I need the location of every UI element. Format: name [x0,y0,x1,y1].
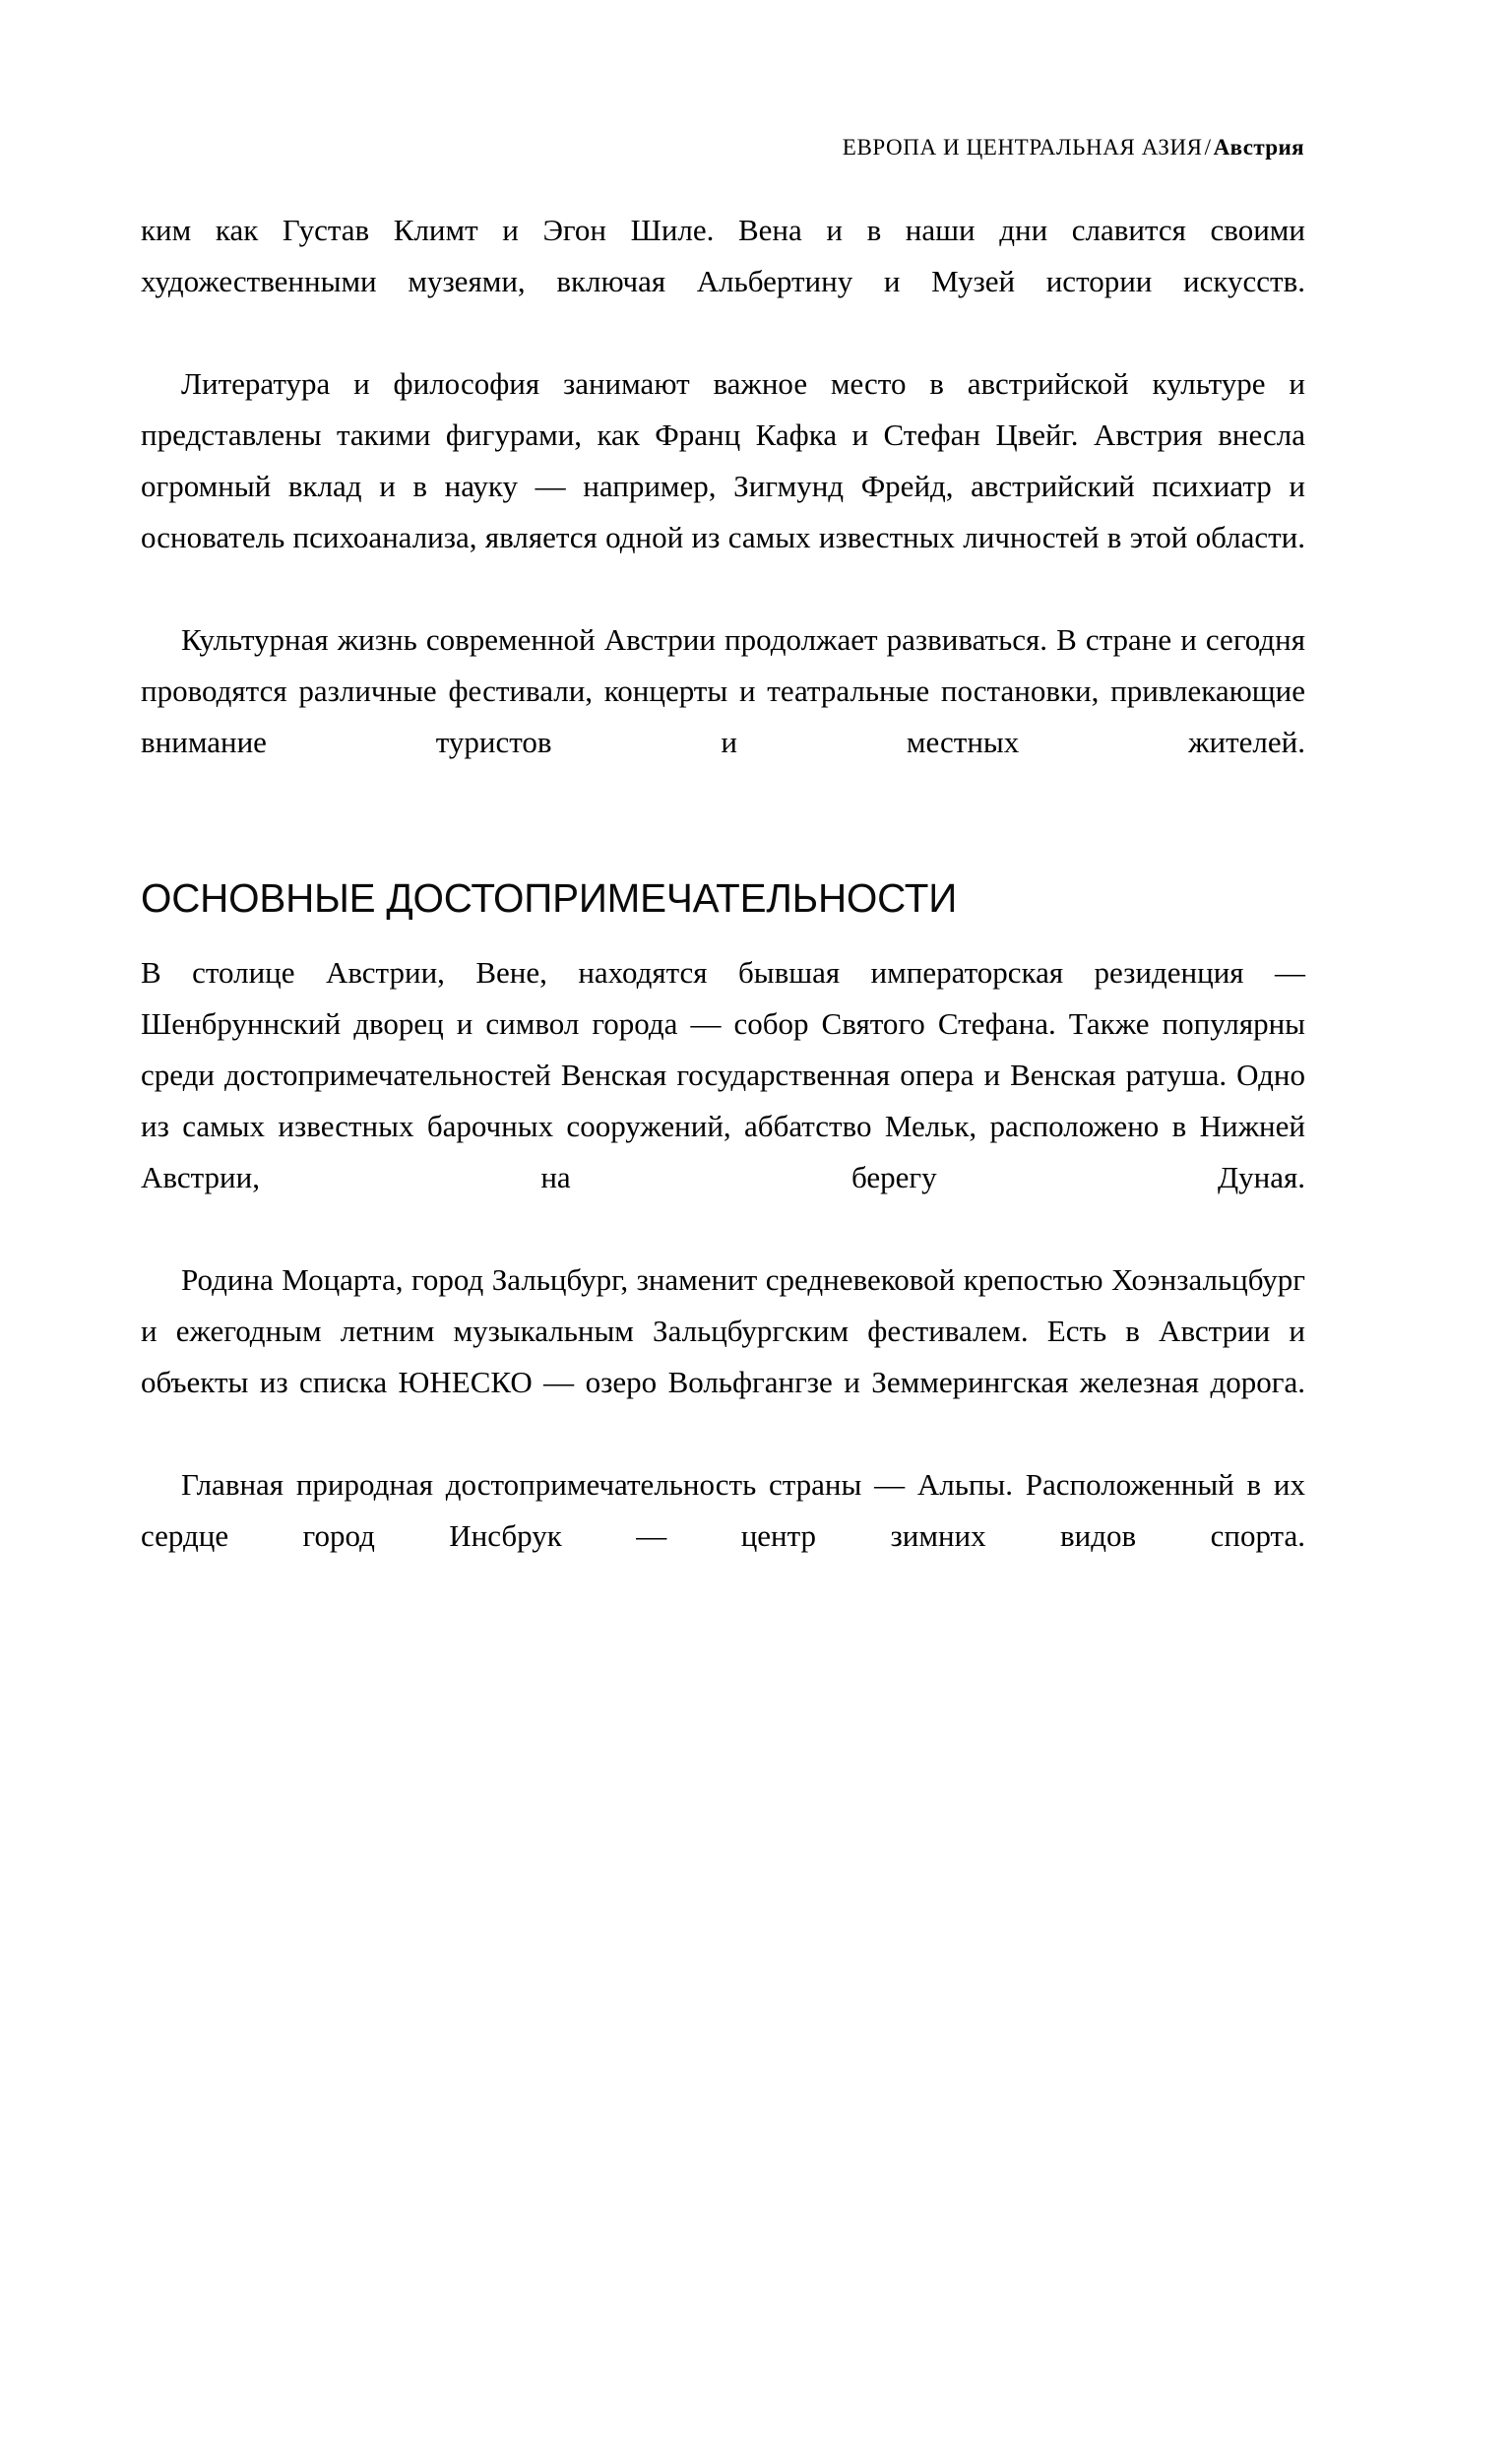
running-head-section: ЕВРОПА И ЦЕНТРАЛЬНАЯ АЗИЯ [842,135,1203,160]
section-heading-block [141,874,1305,922]
running-head-country: Австрия [1213,135,1304,160]
running-head-separator: / [1204,135,1212,160]
paragraph-literature-philosophy: Литература и философия занимают важное место в австрийской культуре и представлены такими фигурами, как Франц Кафка и Стефан Цвейг. Австрия внесла огромный вклад и в науку — например, Зигмунд Фрейд, австрийский психиатр и основатель психоанализа, является одной из самых известных личностей в этой области. [141,366,1305,554]
paragraph-modern-culture: Культурная жизнь современной Австрии продолжает развиваться. В стране и сегодня проводятся различные фестивали, концерты и театральные постановки, привлекающие внимание туристов и местных жителей. [141,622,1305,759]
section-heading-main-sights: ОСНОВНЫЕ ДОСТОПРИМЕЧАТЕЛЬНОСТИ [141,875,958,921]
running-head [141,134,1304,161]
paragraph-alps: Главная природная достопримечательность страны — Альпы. Расположенный в их сердце город Инсбрук — центр зимних видов спорта. [141,1467,1305,1553]
paragraph-vienna-sights: В столице Австрии, Вене, находятся бывшая императорская резиденция — Шенбруннский дворец и символ города — собор Святого Стефана. Также популярны среди достопримечательностей Венская государственная опера и Венская ратуша. Одно из самых известных барочных сооружений, аббатство Мельк, расположено в Нижней Австрии, на берегу Дуная. [141,955,1305,1194]
text-column [141,205,1305,1613]
paragraph-culture-museums: ким как Густав Климт и Эгон Шиле. Вена и в наши дни славится своими художественными музеями, включая Альбертину и Музей истории искусств. [141,213,1305,298]
paragraph-salzburg: Родина Моцарта, город Зальцбург, знаменит средневековой крепостью Хоэнзальцбург и ежегодным летним музыкальным Зальцбургским фестивалем. Есть в Австрии и объекты из списка ЮНЕСКО — озеро Вольфгангзе и Земмерингская железная дорога. [141,1262,1305,1399]
